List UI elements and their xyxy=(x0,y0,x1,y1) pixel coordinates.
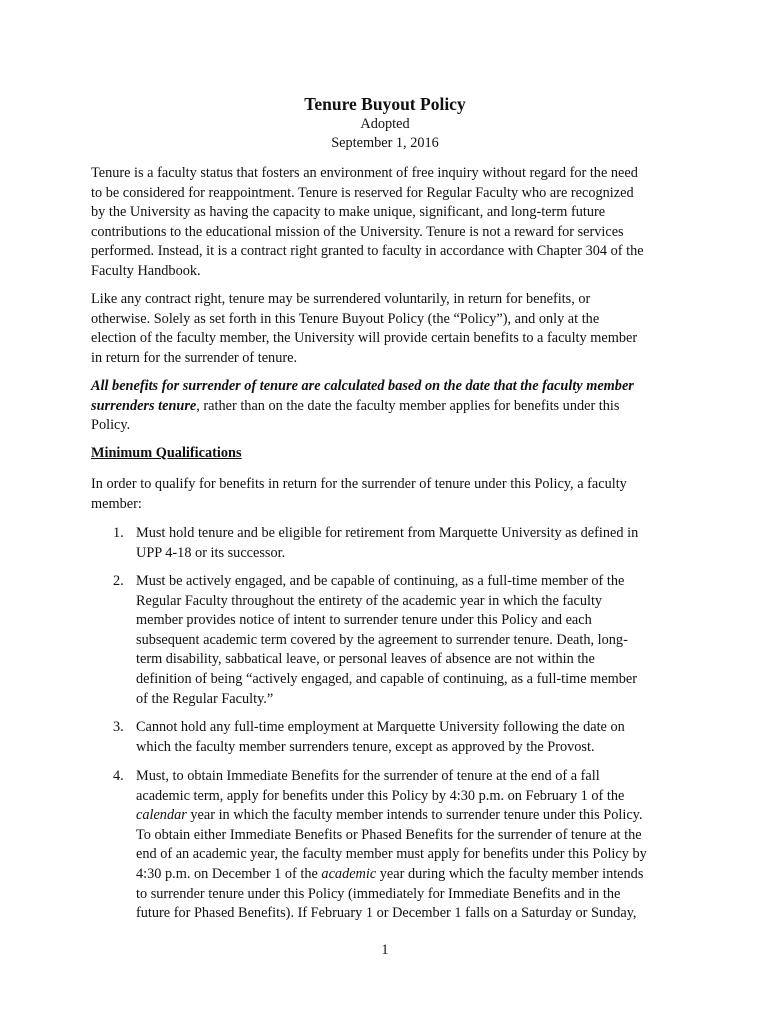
text-line: definition of being “actively engaged, and capable of continuing, as a full-time member xyxy=(136,670,638,687)
text-line: otherwise. Solely as set forth in this Tenure Buyout Policy (the “Policy”), and only at the xyxy=(91,310,600,327)
document-title: Tenure Buyout Policy xyxy=(304,94,466,114)
text-line: election of the faculty member, the University will provide certain benefits to a faculty member xyxy=(91,330,638,347)
text-line: member: xyxy=(91,495,142,512)
text-line: future for Phased Benefits). If February 1 or December 1 falls on a Saturday or Sunday, xyxy=(136,905,637,922)
text-line: Cannot hold any full-time employment at Marquette University following the date on xyxy=(136,719,625,735)
list-item-text xyxy=(136,572,637,709)
list-item-text xyxy=(136,718,625,757)
text-line: Must be actively engaged, and be capable of continuing, as a full-time member of the xyxy=(136,573,625,589)
text-line: Must, to obtain Immediate Benefits for the surrender of tenure at the end of a fall xyxy=(136,768,600,784)
page-number: 1 xyxy=(381,942,389,958)
text-line xyxy=(136,865,647,885)
paragraph-contract-right xyxy=(91,290,681,368)
text-line: contributions to the educational mission of the University. Tenure is not a reward for services xyxy=(91,223,624,240)
list-item-text xyxy=(136,524,638,563)
paragraph-benefit-calculation xyxy=(91,377,681,436)
list-number: 4. xyxy=(113,768,124,784)
text-line: term disability, sabbatical leave, or personal leaves of absence are not within the xyxy=(136,651,595,668)
list-number: 3. xyxy=(113,719,124,735)
text-line xyxy=(91,397,681,417)
text-line: performed. Instead, it is a contract right granted to faculty in accordance with Chapter 304 of the xyxy=(91,243,644,260)
text-line: In order to qualify for benefits in return for the surrender of tenure under this Policy, a faculty xyxy=(91,476,627,492)
text-line: in return for the surrender of tenure. xyxy=(91,349,298,366)
text-line: to surrender tenure under this Policy (immediately for Immediate Benefits and in the xyxy=(136,885,621,902)
emphasis-text: academic xyxy=(321,865,377,882)
paragraph-tenure-definition xyxy=(91,164,681,282)
list-number: 2. xyxy=(113,573,124,589)
text-line: academic term, apply for benefits under this Policy by 4:30 p.m. on February 1 of the xyxy=(136,787,625,804)
adoption-status: Adopted xyxy=(360,116,410,132)
text-line: UPP 4-18 or its successor. xyxy=(136,544,286,561)
text-line xyxy=(136,806,647,826)
text-line: by the University as having the capacity to make unique, significant, and long-term future xyxy=(91,204,606,221)
text-line: subsequent academic term covered by the agreement to surrender tenure. Death, long- xyxy=(136,631,628,648)
section-heading-minimum-qualifications: Minimum Qualifications xyxy=(91,445,242,461)
text-line: member provides notice of intent to surrender tenure under this Policy and each xyxy=(136,612,592,629)
list-item-text xyxy=(136,767,647,924)
text-line: end of an academic year, the faculty member must apply for benefits under this Policy by xyxy=(136,846,647,863)
text-run: 4:30 p.m. on December 1 of the xyxy=(136,865,322,882)
text-line: which the faculty member surrenders tenure, except as approved by the Provost. xyxy=(136,738,595,755)
text-run: year during which the faculty member intends xyxy=(376,865,644,882)
text-line: To obtain either Immediate Benefits or Phased Benefits for the surrender of tenure at the xyxy=(136,826,642,843)
emphasis-text: surrenders tenure xyxy=(91,397,197,414)
text-run: , rather than on the date the faculty member applies for benefits under this xyxy=(196,397,620,414)
text-line: of the Regular Faculty.” xyxy=(136,690,274,707)
text-line: Must hold tenure and be eligible for retirement from Marquette University as defined in xyxy=(136,525,639,541)
paragraph-qualification-intro xyxy=(91,475,681,514)
text-run: year in which the faculty member intends to surrender tenure under this Policy. xyxy=(186,807,643,824)
adoption-date: September 1, 2016 xyxy=(331,135,439,151)
text-line: to be considered for reappointment. Tenure is reserved for Regular Faculty who are recognized xyxy=(91,184,634,201)
text-line: Faculty Handbook. xyxy=(91,262,201,279)
text-line: Regular Faculty throughout the entirety of the academic year in which the faculty xyxy=(136,592,603,609)
list-number: 1. xyxy=(113,525,124,541)
text-line: Policy. xyxy=(91,417,131,434)
emphasis-text: calendar xyxy=(136,807,187,824)
text-line: Tenure is a faculty status that fosters an environment of free inquiry without regard for the need xyxy=(91,165,638,181)
emphasis-line: All benefits for surrender of tenure are calculated based on the date that the faculty member xyxy=(91,378,634,394)
text-line: Like any contract right, tenure may be surrendered voluntarily, in return for benefits, or xyxy=(91,291,591,307)
